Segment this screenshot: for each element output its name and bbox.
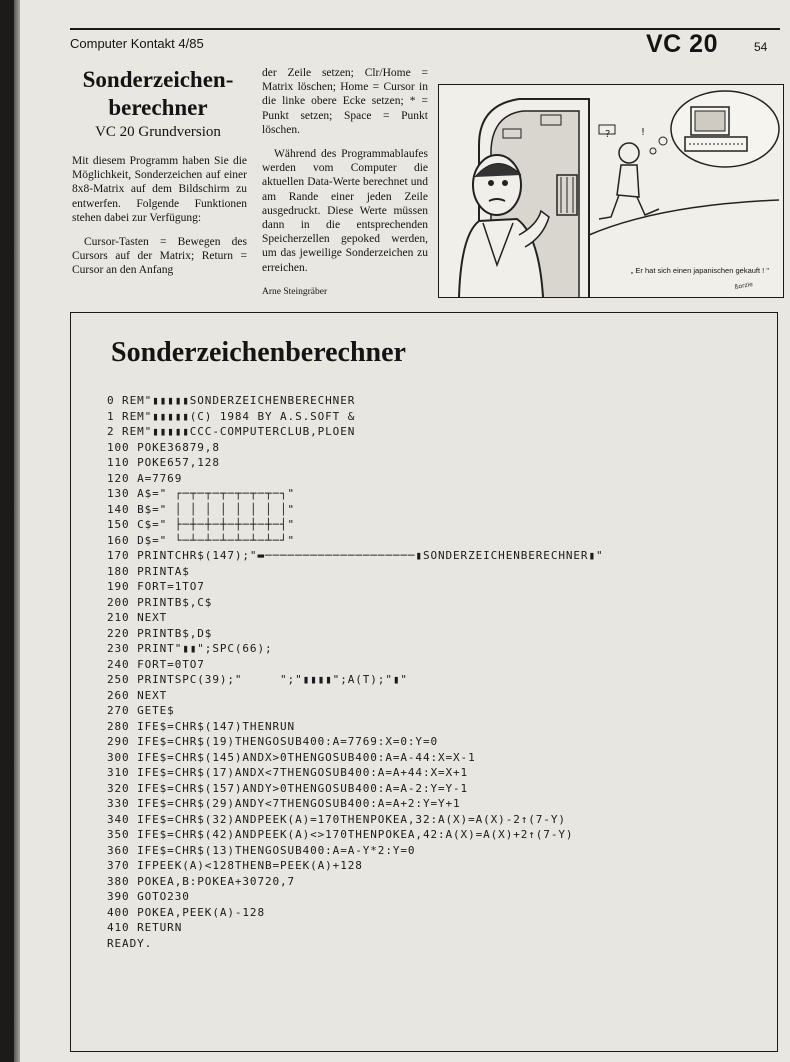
code-line: 380 POKEA,B:POKEA+30720,7 [107,874,296,888]
page-number: 54 [754,40,768,54]
code-line: 390 GOTO230 [107,890,190,903]
cartoon-caption: „ Er hat sich einen japanischen gekauft ! " [630,266,769,275]
listing-title: Sonderzeichenberechner [111,337,406,368]
code-line: 150 C$=" ├─┼─┼─┼─┼─┼─┼─┤" [107,518,296,531]
code-line: 200 PRINTB$,C$ [107,595,213,609]
code-line: 170 PRINTCHR$(147);"▬────────────────────▮SONDERZEICHENBERECHNER▮" [107,549,604,562]
code-line: 340 IFE$=CHR$(32)ANDPEEK(A)=170THENPOKEA,32:A(X)=A(X)-2↑(7-Y) [107,812,566,826]
code-line: 350 IFE$=CHR$(42)ANDPEEK(A)<>170THENPOKEA,42:A(X)=A(X)+2↑(7-Y) [107,828,574,841]
code-line: 400 POKEA,PEEK(A)-128 [107,905,265,919]
scan-edge [14,0,20,1062]
article-title-line2: berechner [108,95,208,120]
code-line: 190 FORT=1TO7 [107,580,205,593]
code-line: 140 B$=" │ │ │ │ │ │ │ │" [107,502,296,516]
code-line: 130 A$=" ┌─┬─┬─┬─┬─┬─┬─┐" [107,487,296,500]
article-column-2 [262,66,428,309]
code-line: 2 REM"▮▮▮▮▮CCC-COMPUTERCLUB,PLOEN [107,425,356,438]
code-line: 260 NEXT [107,688,168,702]
code-line: 300 IFE$=CHR$(145)ANDX>0THENGOSUB400:A=A-44:X=X-1 [107,750,476,764]
code-line: 230 PRINT"▮▮";SPC(66); [107,642,273,655]
code-line: 160 D$=" └─┴─┴─┴─┴─┴─┴─┘" [107,533,296,547]
code-line: 370 IFPEEK(A)<128THENB=PEEK(A)+128 [107,859,363,872]
code-line: 320 IFE$=CHR$(157)ANDY>0THENGOSUB400:A=A-2:Y=Y-1 [107,781,469,795]
author: Arne Steingräber [262,286,328,297]
code-listing [107,393,604,951]
svg-text:!: ! [641,127,646,138]
code-line: 240 FORT=0TO7 [107,657,205,671]
cartoon-illustration [438,84,784,298]
code-line: 210 NEXT [107,611,168,624]
magazine-title: Computer Kontakt 4/85 [70,36,204,51]
code-line: 120 A=7769 [107,471,183,485]
paragraph: Während des Programmablaufes werden vom Computer die aktuellen Data-Werte berechnet und am Rande einer jeden Zeile ausgedruckt. Diese Werte müssen dann in die entsprechenden Speicherzellen gepoked werden, um das jeweilige Sonderzeichen zu erreichen. [262,148,428,274]
article-column-1 [72,154,247,288]
svg-text:?: ? [605,129,611,140]
code-line: 410 RETURN [107,921,183,934]
article-title-line1: Sonderzeichen- [82,67,234,92]
article-title [70,66,246,122]
code-line: 360 IFE$=CHR$(13)THENGOSUB400:A=A-Y*2:Y=0 [107,843,416,857]
code-line: 100 POKE36879,8 [107,440,220,454]
code-line: 180 PRINTA$ [107,564,190,578]
section-title: VC 20 [646,30,718,58]
code-line: 250 PRINTSPC(39);" ";"▮▮▮▮";A(T);"▮" [107,673,408,686]
code-line: 310 IFE$=CHR$(17)ANDX<7THENGOSUB400:A=A+44:X=X+1 [107,766,469,779]
code-line: 110 POKE657,128 [107,456,220,469]
article-subtitle: VC 20 Grundversion [95,124,221,140]
code-line: READY. [107,936,153,950]
code-line: 220 PRINTB$,D$ [107,626,213,640]
code-line: 290 IFE$=CHR$(19)THENGOSUB400:A=7769:X=0:Y=0 [107,735,438,748]
paragraph: Cursor-Tasten = Bewegen des Cursors auf der Matrix; Return = Cursor an den Anfang [72,236,247,277]
code-line: 1 REM"▮▮▮▮▮(C) 1984 BY A.S.SOFT & [107,409,356,423]
magazine-page [14,0,790,1062]
code-listing-box [70,312,778,1052]
code-line: 330 IFE$=CHR$(29)ANDY<7THENGOSUB400:A=A+2:Y=Y+1 [107,797,461,810]
code-line: 280 IFE$=CHR$(147)THENRUN [107,719,296,733]
paragraph: Mit diesem Programm haben Sie die Möglichkeit, Sonderzeichen auf einer 8x8-Matrix auf dem Bildschirm zu entwerfen. Folgende Funktionen stehen dabei zur Verfügung: [72,155,247,224]
paragraph: der Zeile setzen; Clr/Home = Matrix löschen; Home = Cursor in die linke obere Ecke setzen; * = Punkt setzen; Space = Punkt löschen. [262,67,428,136]
code-line: 270 GETE$ [107,704,175,717]
svg-text:ßorzie: ßorzie [734,280,754,291]
code-line: 0 REM"▮▮▮▮▮SONDERZEICHENBERECHNER [107,394,356,407]
